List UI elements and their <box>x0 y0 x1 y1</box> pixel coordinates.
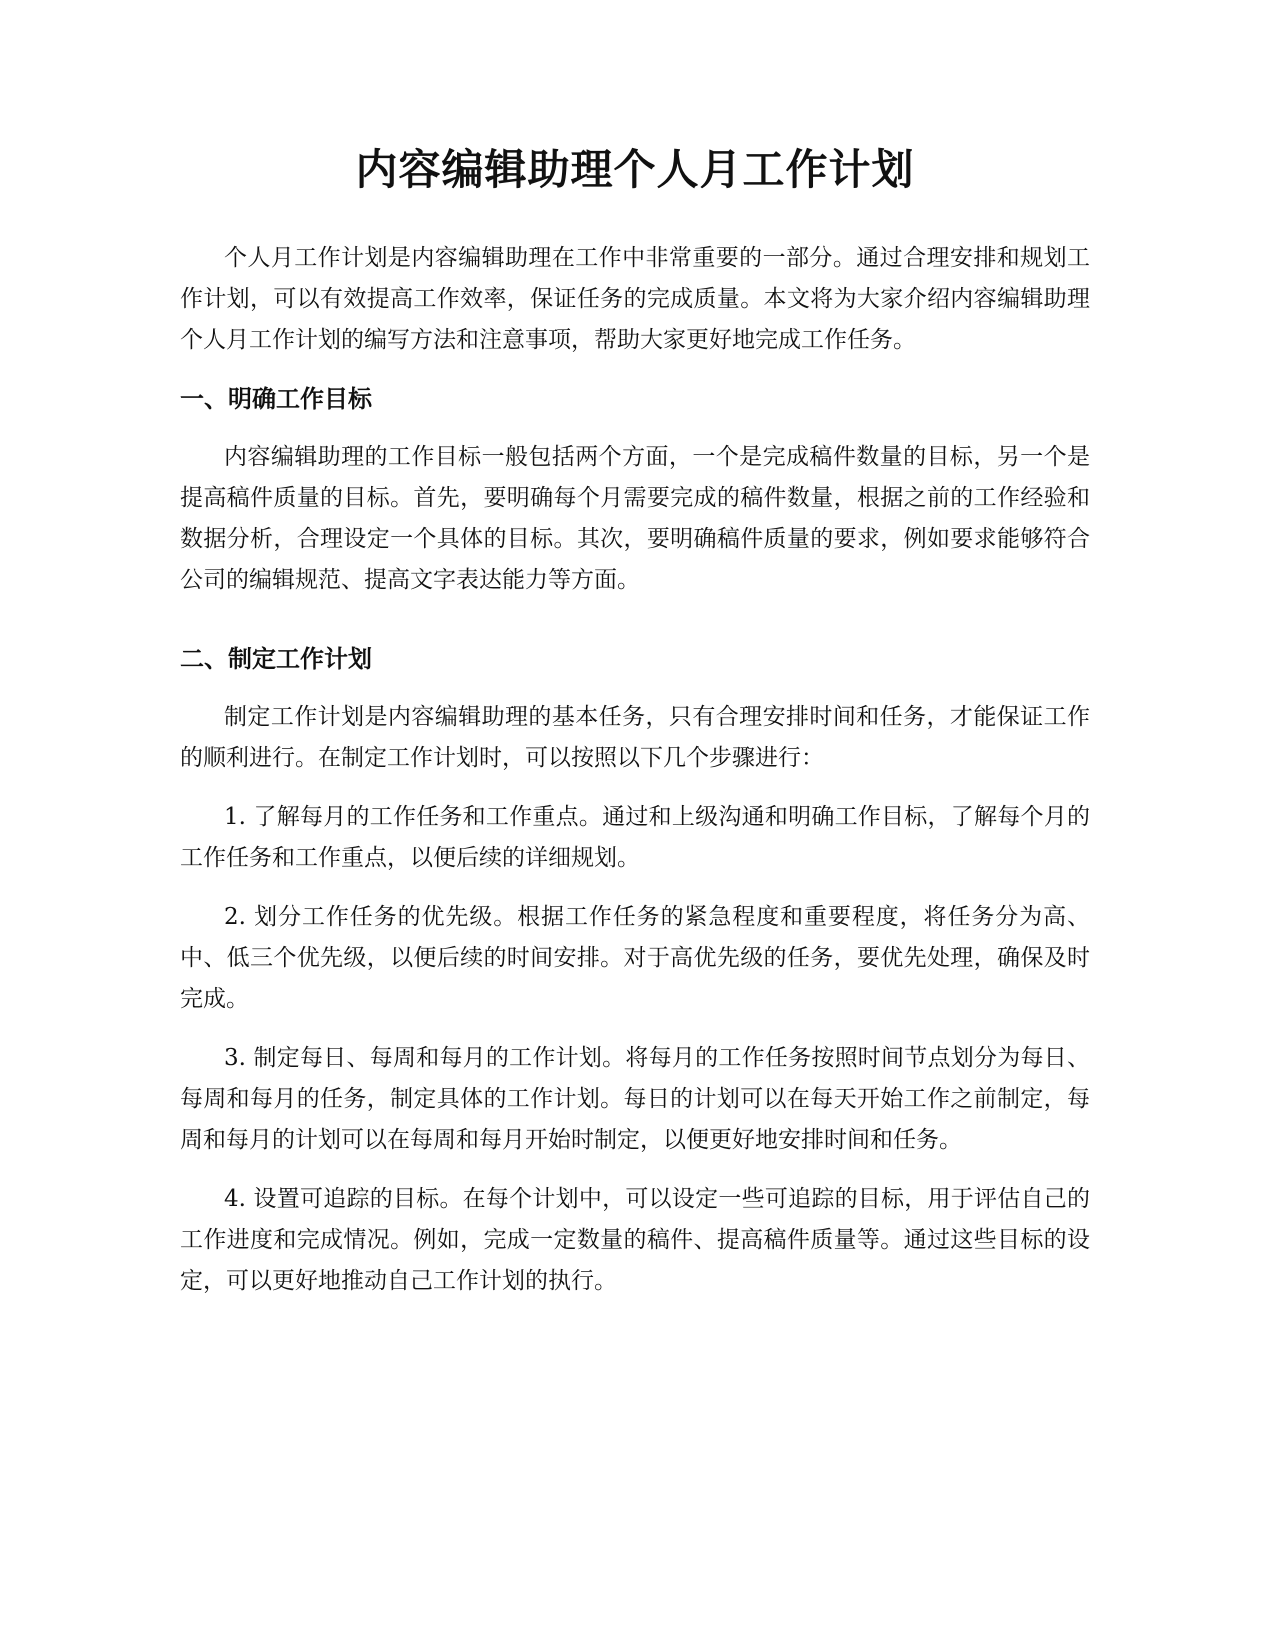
section-paragraph-plan: 制定工作计划是内容编辑助理的基本任务，只有合理安排时间和任务，才能保证工作的顺利进行。在制定工作计划时，可以按照以下几个步骤进行： <box>180 704 1090 771</box>
document-page <box>180 140 1090 1320</box>
step-item-3: 3. 制定每日、每周和每月的工作计划。将每月的工作任务按照时间节点划分为每日、每周和每月的任务，制定具体的工作计划。每日的计划可以在每天开始工作之前制定，每周和每月的计划可以在每周和每月开始时制定，以便更好地安排时间和任务。 <box>180 1045 1090 1153</box>
step-item-4: 4. 设置可追踪的目标。在每个计划中，可以设定一些可追踪的目标，用于评估自己的工作进度和完成情况。例如，完成一定数量的稿件、提高稿件质量等。通过这些目标的设定，可以更好地推动自己工作计划的执行。 <box>180 1186 1090 1294</box>
section-heading-goals: 一、明确工作目标 <box>180 385 372 413</box>
document-title: 内容编辑助理个人月工作计划 <box>355 145 915 194</box>
step-item-2: 2. 划分工作任务的优先级。根据工作任务的紧急程度和重要程度，将任务分为高、中、低三个优先级，以便后续的时间安排。对于高优先级的任务，要优先处理，确保及时完成。 <box>180 904 1090 1012</box>
section-paragraph-goals: 内容编辑助理的工作目标一般包括两个方面，一个是完成稿件数量的目标，另一个是提高稿件质量的目标。首先，要明确每个月需要完成的稿件数量，根据之前的工作经验和数据分析，合理设定一个具体的目标。其次，要明确稿件质量的要求，例如要求能够符合公司的编辑规范、提高文字表达能力等方面。 <box>180 444 1090 593</box>
section-heading-plan: 二、制定工作计划 <box>180 645 372 673</box>
step-item-1: 1. 了解每月的工作任务和工作重点。通过和上级沟通和明确工作目标，了解每个月的工作任务和工作重点，以便后续的详细规划。 <box>180 804 1090 871</box>
intro-paragraph: 个人月工作计划是内容编辑助理在工作中非常重要的一部分。通过合理安排和规划工作计划，可以有效提高工作效率，保证任务的完成质量。本文将为大家介绍内容编辑助理个人月工作计划的编写方法和注意事项，帮助大家更好地完成工作任务。 <box>180 245 1090 353</box>
